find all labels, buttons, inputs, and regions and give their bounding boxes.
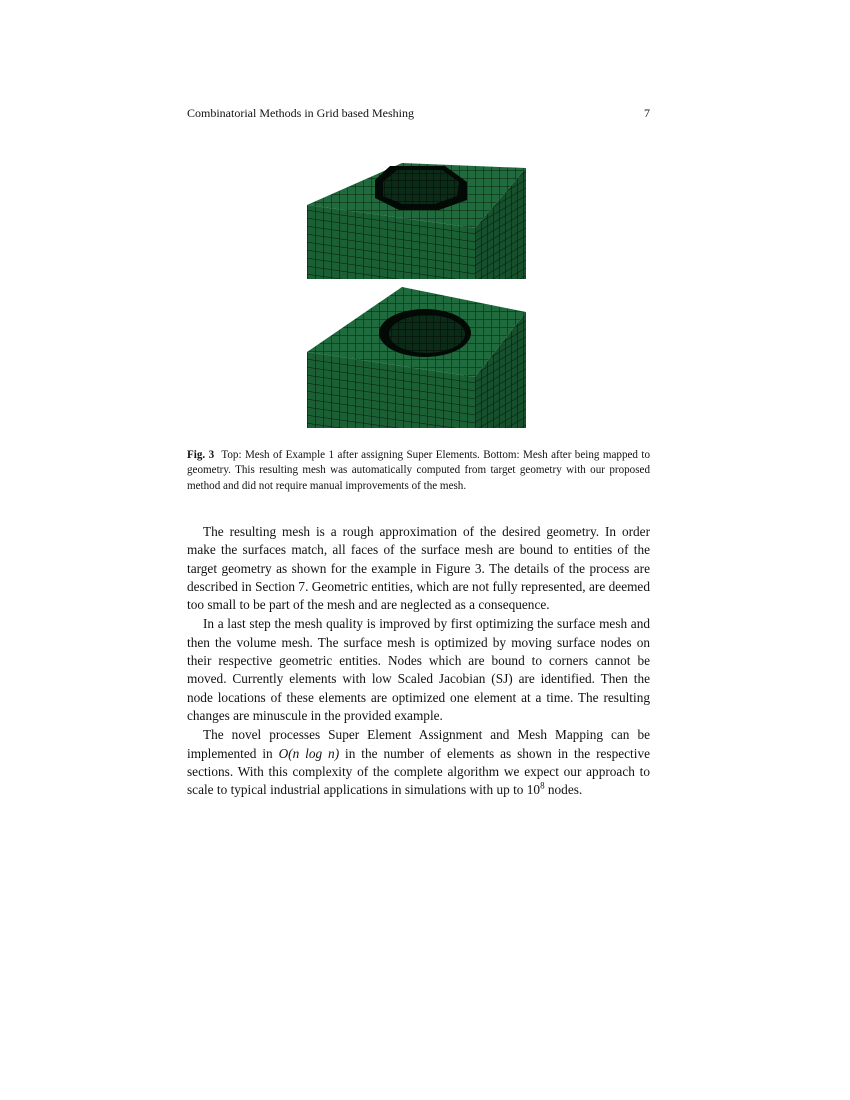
paragraph-3-part-1: The novel processes Super Element Assignment and Mesh Mapping can be implemented in <box>187 727 650 761</box>
mesh-render-top <box>307 138 528 279</box>
hole-interior <box>383 170 459 204</box>
exponent: 8 <box>540 780 545 791</box>
figure-top-mesh <box>307 138 528 279</box>
paragraph-2: In a last step the mesh quality is improved by first optimizing the surface mesh and then the volume mesh. The surface mesh is optimized by moving surface nodes on their respective geometric entities. Nodes which are bound to corners cannot be moved. Currently elements with low Scaled Jacobian (SJ) are identified. Then the node locations of these elements are optimized one element at a time. The resulting changes are minuscule in the provided example. <box>187 616 650 723</box>
paragraph-1: The resulting mesh is a rough approximation of the desired geometry. In order make the surfaces match, all faces of the surface mesh are bound to entities of the target geometry as shown for the example in Figure 3. The details of the process are described in Section 7. Geometric entities, which are not fully represented, are deemed too small to be part of the mesh and are neglected as a consequence. <box>187 524 650 613</box>
caption-label: Fig. 3 <box>187 449 215 461</box>
paragraph-3-part-2: in the number of elements as shown in the respective sections. With this complexity of the complete algorithm we expect our approach to scale to typical industrial applications in simulations with up to 10 <box>187 745 650 798</box>
paragraph-3-part-3: nodes. <box>544 782 583 798</box>
mesh-render-bottom <box>307 287 528 428</box>
figure-bottom-mesh <box>307 287 528 428</box>
body-text <box>187 523 650 799</box>
complexity-formula: O(n log n) <box>278 745 340 761</box>
running-title: Combinatorial Methods in Grid based Meshing <box>187 106 414 120</box>
paragraph-3 <box>187 726 650 799</box>
figure-caption <box>187 448 650 494</box>
hole-interior <box>389 315 465 353</box>
caption-text: Top: Mesh of Example 1 after assigning Super Elements. Bottom: Mesh after being mapped to geometry. This resulting mesh was automatically computed from target geometry with our proposed method and did not require manual improvements of the mesh. <box>187 449 651 492</box>
page-number: 7 <box>644 106 650 120</box>
